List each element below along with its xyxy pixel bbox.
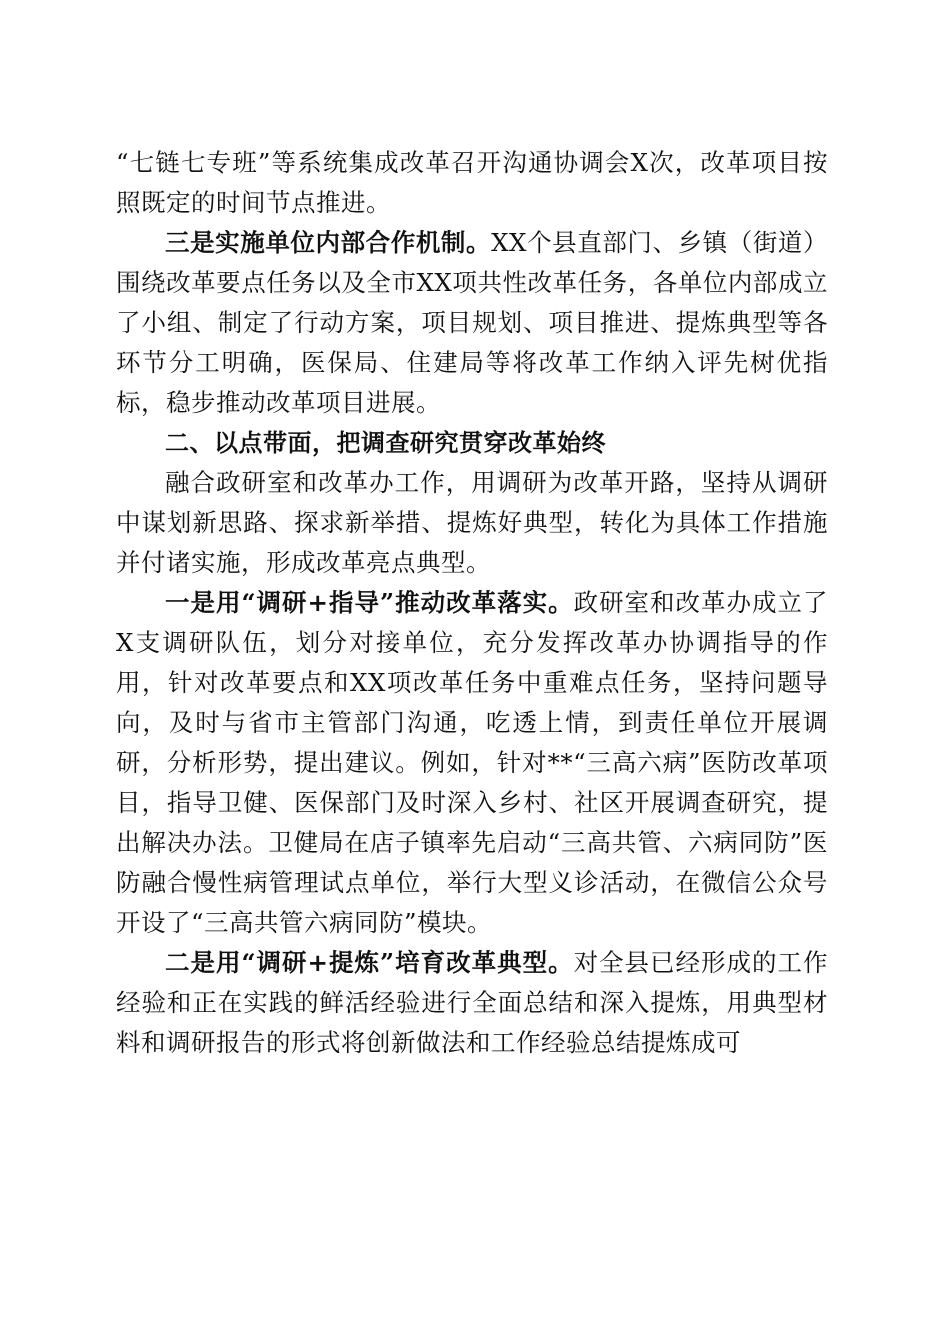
paragraph-internal-cooperation [116,223,828,423]
section-heading-text: 二、以点带面，把调查研究贯穿改革始终 [165,429,606,457]
paragraph-intro [116,463,828,583]
paragraph-text: XX个县直部门、乡镇（街道）围绕改革要点任务以及全市XX项共性改革任务，各单位内部成立了小组、制定了行动方案，项目规划、项目推进、提炼典型等各环节分工明确，医保局、住建局等将改革工作纳入评先树优指标，稳步推动改革项目进展。 [116,228,829,417]
paragraph-lead: 三是实施单位内部合作机制。 [165,228,492,257]
section-heading [116,423,828,463]
paragraph-text: “七链七专班”等系统集成改革召开沟通协调会X次，改革项目按照既定的时间节点推进。 [116,148,828,217]
paragraph-lead: 一是用“调研+指导”推动改革落实。 [165,588,574,617]
paragraph-research-refine [116,943,828,1063]
document-body [116,143,828,1063]
paragraph-text: 对全县已经形成的工作经验和正在实践的鲜活经验进行全面总结和深入提炼，用典型材料和调研报告的形式将创新做法和工作经验总结提炼成可 [116,948,829,1057]
paragraph-text: 政研室和改革办成立了X支调研队伍，划分对接单位，充分发挥改革办协调指导的作用，针对改革要点和XX项改革任务中重难点任务，坚持问题导向，及时与省市主管部门沟通，吃透上情，到责任单位开展调研，分析形势，提出建议。例如，针对**“三高六病”医防改革项目，指导卫健、医保部门及时深入乡村、社区开展调查研究，提出解决办法。卫健局在店子镇率先启动“三高共管、六病同防”医防融合慢性病管理试点单位，举行大型义诊活动，在微信公众号开设了“三高共管六病同防”模块。 [116,588,829,937]
paragraph-text: 融合政研室和改革办工作，用调研为改革开路，坚持从调研中谋划新思路、探求新举措、提炼好典型，转化为具体工作措施并付诸实施，形成改革亮点典型。 [116,468,828,577]
paragraph-research-guidance [116,583,828,943]
paragraph-lead: 二是用“调研+提炼”培育改革典型。 [165,948,574,977]
paragraph-continuation [116,143,828,223]
